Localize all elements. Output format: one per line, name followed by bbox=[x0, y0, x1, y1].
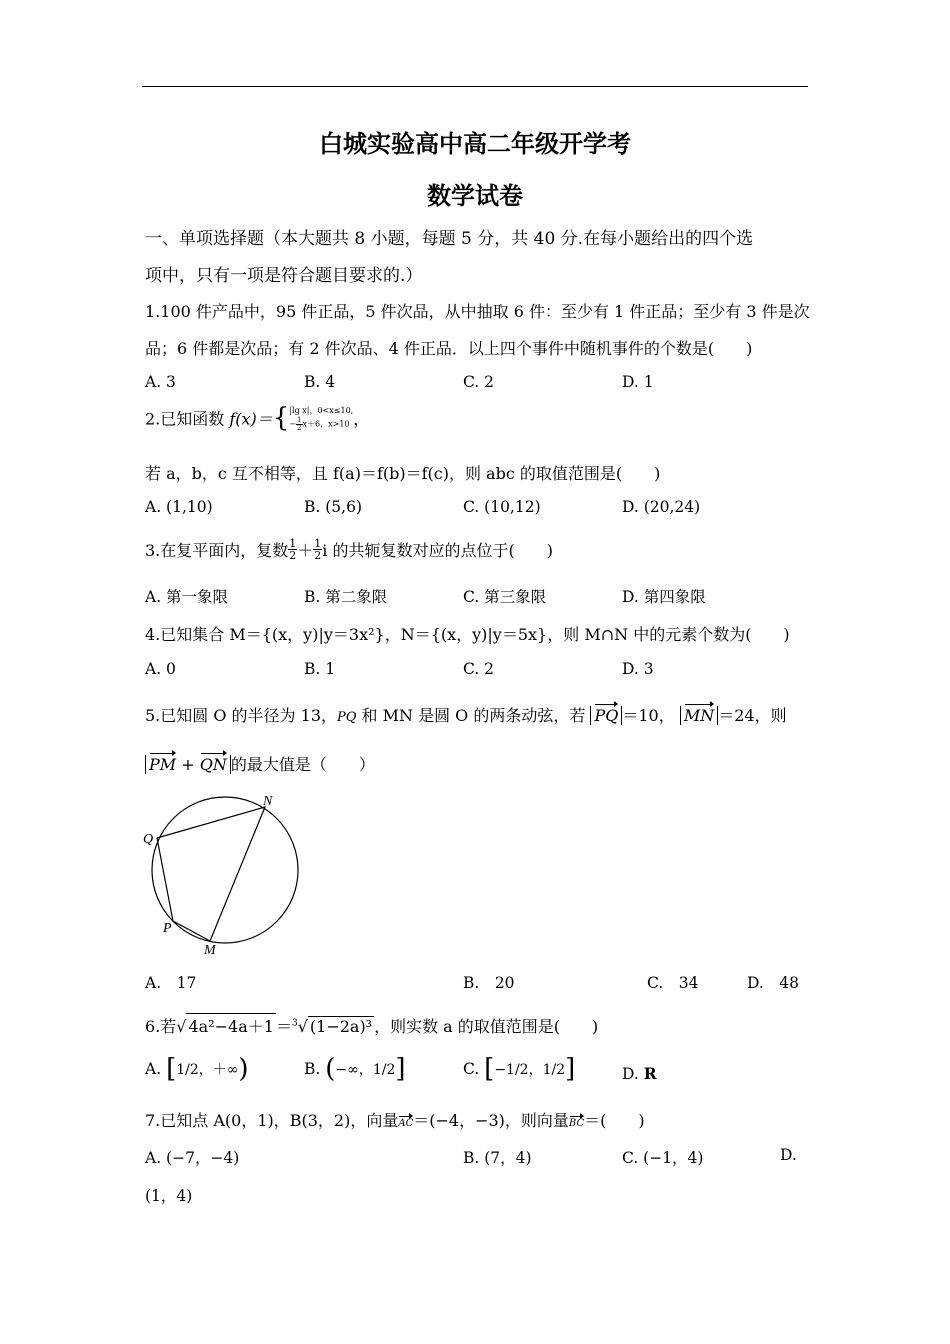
q2-frac-den: 2 bbox=[297, 424, 302, 432]
q2-option-c: C. (10,12) bbox=[463, 498, 541, 516]
q2-option-a: A. (1,10) bbox=[145, 498, 213, 516]
q1-option-d: D. 1 bbox=[622, 373, 654, 391]
q7-suffix: ＝( ) bbox=[584, 1111, 645, 1130]
q5-vec-pq: PQ bbox=[594, 706, 619, 725]
q3-frac1-den: 2 bbox=[289, 549, 297, 562]
exam-title: 白城实验高中高二年级开学考 bbox=[319, 130, 631, 158]
label-m: M bbox=[204, 943, 216, 958]
q6-option-b bbox=[304, 1054, 406, 1084]
label-n: N bbox=[263, 794, 273, 809]
q2-line2: 若 a，b，c 互不相等，且 f(a)＝f(b)＝f(c)，则 abc 的取值范围是( ) bbox=[145, 464, 661, 483]
q5-prefix: 5.已知圆 O 的半径为 13， bbox=[145, 706, 338, 725]
q6-b-rbracket: ] bbox=[395, 1054, 406, 1084]
q5-option-c: C. 34 bbox=[647, 974, 699, 992]
q6-d-content: R bbox=[643, 1064, 657, 1083]
q5-eq2: ＝24，则 bbox=[718, 706, 787, 725]
q6-lhs-radicand: 4a²−4a＋1 bbox=[186, 1013, 275, 1037]
q3-stem bbox=[145, 538, 553, 561]
q3-plus: ＋ bbox=[297, 541, 314, 560]
q2-cases bbox=[289, 404, 353, 432]
q4-option-b: B. 1 bbox=[304, 660, 336, 678]
q5-line2 bbox=[145, 752, 375, 775]
q3-suffix: i 的共轭复数对应的点位于( ) bbox=[322, 541, 553, 560]
q4-option-a: A. 0 bbox=[145, 660, 176, 678]
q3-option-c: C. 第三象限 bbox=[463, 588, 547, 606]
q6-d-label: D. bbox=[622, 1065, 639, 1083]
q6-cbrt-sign: √ bbox=[297, 1017, 308, 1036]
q5-option-b: B. 20 bbox=[463, 974, 515, 992]
q5-vec-mn: MN bbox=[683, 706, 715, 725]
q7-vec-bc: BC bbox=[568, 1118, 585, 1129]
q7-mid: ＝(−4，−3)，则向量 bbox=[413, 1111, 569, 1130]
q6-rhs-radicand: (1−2a)³ bbox=[309, 1017, 373, 1036]
q6-c-label: C. bbox=[463, 1060, 480, 1078]
q4-stem: 4.已知集合 M＝{(x，y)|y＝3x²}，N＝{(x，y)|y＝5x}，则 M∩N 中的元素个数为( ) bbox=[145, 625, 790, 644]
q2-func: f(x)＝ bbox=[229, 409, 273, 429]
q2-case2 bbox=[289, 417, 353, 432]
q2-brace: { bbox=[272, 403, 290, 433]
section1-line1: 一、单项选择题（本大题共 8 小题，每题 5 分，共 40 分.在每小题给出的四个选 bbox=[145, 229, 754, 249]
q7-vec-ac: AC bbox=[398, 1118, 414, 1129]
q3-frac1-num: 1 bbox=[289, 537, 297, 550]
q6-c-content: −1/2，1/2 bbox=[494, 1062, 566, 1078]
q6-a-rparen: ) bbox=[238, 1054, 249, 1084]
q7-option-a: A. (−7，−4) bbox=[145, 1149, 240, 1167]
q5-abs-sum bbox=[145, 755, 231, 774]
q2-option-b: B. (5,6) bbox=[304, 498, 362, 516]
q5-vec-qn: QN bbox=[199, 755, 227, 774]
q5-option-a: A. 17 bbox=[145, 974, 197, 992]
label-q: Q bbox=[143, 832, 154, 847]
q3-frac2 bbox=[313, 538, 322, 561]
q6-c-lbracket: [ bbox=[484, 1054, 495, 1084]
q6-root-index: 3 bbox=[291, 1018, 298, 1029]
q6-option-a bbox=[145, 1054, 249, 1084]
q2-case2-rest: x＋6，x>10 bbox=[302, 419, 350, 429]
q2-case1: |lg x|，0<x≤10, bbox=[289, 406, 354, 415]
q5-plus: + bbox=[176, 755, 200, 774]
q3-frac2-num: 1 bbox=[314, 537, 322, 550]
q6-b-content: −∞，1/2 bbox=[335, 1062, 396, 1078]
q1-line1: 1.100 件产品中，95 件正品，5 件次品，从中抽取 6 件：至少有 1 件正品；至少有 3 件是次 bbox=[145, 302, 810, 321]
q6-option-c bbox=[463, 1054, 575, 1084]
q6-eq: ＝ bbox=[275, 1017, 292, 1036]
q3-prefix: 3.在复平面内，复数 bbox=[145, 541, 289, 560]
q5-line2-suffix: 的最大值是（ ） bbox=[230, 755, 375, 774]
q1-option-a: A. 3 bbox=[145, 373, 176, 391]
q6-option-d bbox=[622, 1064, 657, 1083]
q6-a-label: A. bbox=[145, 1060, 162, 1078]
q6-stem bbox=[145, 1013, 598, 1037]
q7-option-b: B. (7，4) bbox=[463, 1149, 532, 1167]
q1-option-b: B. 4 bbox=[304, 373, 336, 391]
section1-line2: 项中，只有一项是符合题目要求的.） bbox=[145, 266, 423, 286]
q7-option-d-value: (1，4) bbox=[145, 1187, 193, 1205]
q5-abs-mn bbox=[680, 706, 718, 725]
q5-option-d: D. 48 bbox=[747, 974, 800, 992]
q6-a-content: 1/2，＋∞ bbox=[176, 1062, 239, 1078]
q5-abs-pq bbox=[590, 706, 622, 725]
q6-b-lparen: ( bbox=[325, 1054, 336, 1084]
q7-option-c: C. (−1，4) bbox=[622, 1149, 704, 1167]
q4-option-d: D. 3 bbox=[622, 660, 654, 678]
q6-b-label: B. bbox=[304, 1060, 321, 1078]
q2-suffix: ， bbox=[353, 409, 370, 429]
q5-pq: PQ bbox=[337, 710, 357, 725]
q6-c-rbracket: ] bbox=[565, 1054, 576, 1084]
quadrilateral-qnmp bbox=[157, 807, 265, 941]
q1-line2: 品；6 件都是次品；有 2 件次品、4 件正品．以上四个事件中随机事件的个数是( ) bbox=[145, 339, 753, 358]
q5-circle-figure bbox=[140, 790, 310, 960]
q1-option-c: C. 2 bbox=[463, 373, 495, 391]
exam-subtitle: 数学试卷 bbox=[427, 182, 523, 210]
q2-case2-sign: − bbox=[289, 419, 297, 429]
q7-stem bbox=[145, 1108, 645, 1131]
q2-prefix: 2.已知函数 bbox=[145, 409, 230, 429]
q3-option-d: D. 第四象限 bbox=[622, 588, 706, 606]
q3-option-b: B. 第二象限 bbox=[304, 588, 388, 606]
q2-stem bbox=[145, 403, 369, 433]
q6-suffix: ，则实数 a 的取值范围是( ) bbox=[374, 1017, 599, 1036]
q3-option-a: A. 第一象限 bbox=[145, 588, 229, 606]
q5-mid1: 和 MN 是圆 O 的两条动弦，若 bbox=[356, 706, 591, 725]
q3-frac1 bbox=[288, 538, 297, 561]
top-rule bbox=[142, 86, 808, 87]
q2-option-d: D. (20,24) bbox=[622, 498, 701, 516]
q5-line1 bbox=[145, 703, 787, 726]
label-p: P bbox=[163, 921, 172, 936]
q5-vec-pm: PM bbox=[149, 755, 177, 774]
q2-frac-num: 1 bbox=[297, 416, 302, 424]
q6-a-lbracket: [ bbox=[166, 1054, 177, 1084]
q7-prefix: 7.已知点 A(0，1)，B(3，2)，向量 bbox=[145, 1111, 399, 1130]
q4-option-c: C. 2 bbox=[463, 660, 495, 678]
q7-option-d: D. bbox=[780, 1146, 797, 1164]
q5-eq1: ＝10， bbox=[622, 706, 675, 725]
q6-sqrt-sign: √ bbox=[176, 1017, 187, 1036]
q6-prefix: 6.若 bbox=[145, 1017, 177, 1036]
q3-frac2-den: 2 bbox=[314, 549, 322, 562]
